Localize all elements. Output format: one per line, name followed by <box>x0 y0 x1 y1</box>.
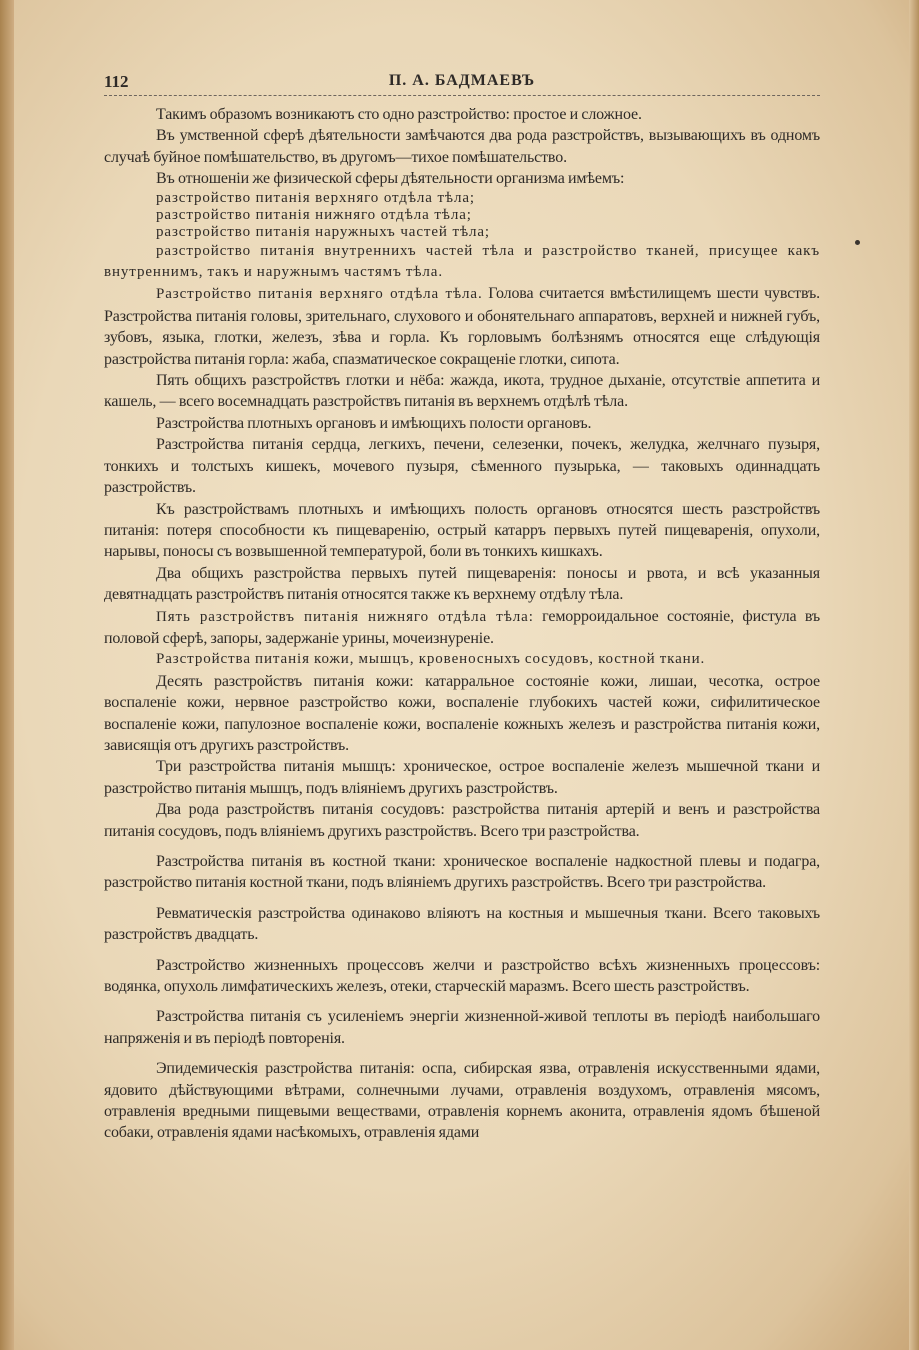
paragraph: Разстройство жизненныхъ процессовъ желчи и разстройство всѣхъ жизненныхъ процессовъ: водянка, опухоль лимфатическихъ железъ, отеки, старческій маразмъ. Всего шесть разстройствъ. <box>104 956 820 996</box>
paragraph: Два общихъ разстройства первыхъ путей пищеваренія: поносы и рвота, и всѣ указанныя девятнадцать разстройствъ питанія относятся также къ верхнему отдѣлу тѣла. <box>104 564 820 604</box>
paragraph: Разстройства питанія съ усиленіемъ энергіи жизненной-живой теплоты въ періодѣ наибольшаго напряженія и въ періодѣ повторенія. <box>104 1008 820 1047</box>
paragraph: Такимъ образомъ возникаютъ сто одно разстройство: простое и сложное. <box>156 106 642 123</box>
section-text: Голова считается вмѣстилищемъ шести чувствъ. Разстройства питанія головы, зрительнаго, слухового и обонятельнаго аппаратовъ, верхней и нижней губъ, зубовъ, языка, глотки, железъ, зѣва и горла. Къ горловымъ болѣзнямъ относятся еще слѣдующія разстройства питанія горла: жаба, спазматическое сокращеніе глотки, сипота. <box>104 285 820 368</box>
paragraph: Разстройства питанія сердца, легкихъ, печени, селезенки, почекъ, желудка, желчнаго пузыря, тонкихъ и толстыхъ кишекъ, мочевого пузыря, сѣменного пузырька, — таковыхъ одиннадцать разстройствъ. <box>104 436 820 497</box>
page-body <box>104 104 820 1244</box>
page-left-edge <box>0 0 14 1350</box>
paragraph: Въ умственной сферѣ дѣятельности замѣчаются два рода разстройствъ, вызывающихъ въ одномъ случаѣ буйное помѣшательство, въ другомъ—тихое помѣшательство. <box>104 127 820 166</box>
paragraph: Пять общихъ разстройствъ глотки и нёба: жажда, икота, трудное дыханіе, отсутствіе аппетита и кашель, — всего восемнадцать разстройствъ питанія въ верхнемъ отдѣлѣ тѣла. <box>104 372 820 411</box>
section-paragraph <box>104 606 820 650</box>
paragraph: Въ отношеніи же физической сферы дѣятельности организма имѣемъ: <box>156 170 625 188</box>
page-right-edge <box>909 0 919 1350</box>
list-line: разстройство питанія верхняго отдѣла тѣла; <box>156 189 475 206</box>
section-heading: Разстройства питанія кожи, мышцъ, кровеносныхъ сосудовъ, костной ткани. <box>156 651 706 668</box>
list-line: разстройство питанія внутреннихъ частей тѣла и разстройство тканей, присущее какъ внутреннимъ, такъ и наружнымъ частямъ тѣла. <box>104 242 820 281</box>
paragraph: Ревматическія разстройства одинаково вліяютъ на костныя и мышечныя ткани. Всего таковыхъ разстройствъ двадцать. <box>104 904 820 944</box>
section-text: геморроидальное состояніе, фистула въ половой сферѣ, запоры, задержаніе урины, мочеизнуреніе. <box>104 607 820 647</box>
list-line: разстройство питанія нижняго отдѣла тѣла; <box>156 206 472 223</box>
ink-spot <box>855 240 860 245</box>
paragraph: Десять разстройствъ питанія кожи: катарральное состояніе кожи, лишаи, чесотка, острое воспаленіе кожи, нервное разстройство кожи, воспаленіе глубокихъ частей кожи, сифилитическое воспаленіе кожи, папулозное воспаленіе кожи, воспаленіе кожныхъ железъ и разстройства питанія кожи, зависящія отъ другихъ разстройствъ. <box>104 672 820 754</box>
list-line: разстройство питанія наружныхъ частей тѣла; <box>156 223 490 240</box>
paragraph: Три разстройства питанія мышцъ: хроническое, острое воспаленіе железъ мышечной ткани и разстройство питанія мышцъ, подъ вліяніемъ другихъ разстройствъ. <box>104 758 820 797</box>
paragraph: Разстройства плотныхъ органовъ и имѣющихъ полости органовъ. <box>156 414 592 432</box>
paragraph: Къ разстройствамъ плотныхъ и имѣющихъ полость органовъ относятся шесть разстройствъ питанія: потеря способности къ пищеваренію, острый катарръ первыхъ путей пищеваренія, опухоли, нарывы, поносы съ возвышенной температурой, боли въ тонкихъ кишкахъ. <box>104 500 820 561</box>
paragraph: Два рода разстройствъ питанія сосудовъ: разстройства питанія артерій и венъ и разстройства питанія сосудовъ, подъ вліяніемъ другихъ разстройствъ. Всего три разстройства. <box>104 801 820 840</box>
disorder-list <box>104 190 820 284</box>
section-heading: Пять разстройствъ питанія нижняго отдѣла тѣла: <box>156 608 534 625</box>
running-head: П. А. БАДМАЕВЪ <box>388 72 536 89</box>
paragraph: Разстройства питанія въ костной ткани: хроническое воспаленіе надкостной плевы и подагра, разстройство питанія костной ткани, подъ вліяніемъ другихъ разстройствъ. Всего три разстройства. <box>104 853 820 892</box>
page-header <box>104 72 820 96</box>
header-rule <box>104 95 820 96</box>
page-number: 112 <box>104 72 129 91</box>
paragraph: Эпидемическія разстройства питанія: оспа, сибирская язва, отравленія искусственными ядами, ядовито дѣйствующими вѣтрами, солнечными лучами, отравленія воздухомъ, отравленія мясомъ, отравленія вредными пищевыми веществами, отравленія корнемъ аконита, отравленія ядомъ бѣшеной собаки, отравленія ядами насѣкомыхъ, отравленія ядами <box>104 1060 820 1142</box>
section-heading: Разстройство питанія верхняго отдѣла тѣла. <box>156 286 483 303</box>
section-paragraph <box>104 283 820 370</box>
